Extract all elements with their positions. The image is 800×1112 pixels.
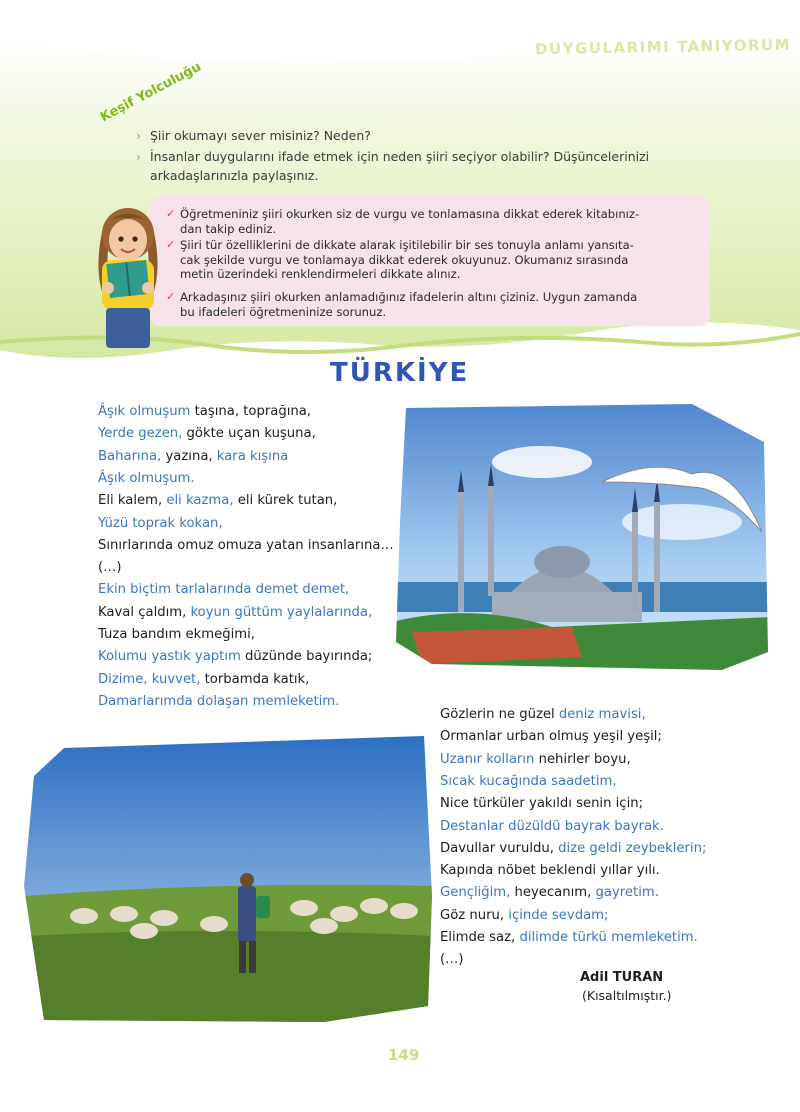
highlighted-phrase: içinde sevdam; — [508, 907, 609, 923]
poem-text: (…) — [98, 560, 122, 576]
check-icon: ✓ — [166, 290, 176, 303]
section-title: DUYGULARIMI TANIYORUM — [534, 35, 792, 59]
poem-text: Davullar vuruldu, — [440, 840, 559, 856]
highlighted-phrase: deniz mavisi, — [558, 707, 646, 722]
poem-line — [440, 727, 662, 747]
poem-line — [98, 603, 372, 623]
poem-line — [440, 817, 664, 837]
poem-line — [98, 447, 288, 467]
poem-text: torbamda katık, — [200, 671, 310, 687]
poem-text: Tuza bandım ekmeğimi, — [98, 627, 255, 642]
instruction-item — [166, 238, 690, 282]
poem-line — [440, 883, 659, 903]
poem-text: Ormanlar urban olmuş yeşil yeşil; — [440, 729, 662, 745]
poem-line — [98, 514, 223, 534]
poem-text: (…) — [440, 952, 464, 968]
poem-text: eli kürek tutan, — [233, 493, 338, 509]
instruction-line: metin üzerindeki renklendirmeleri dikkate alınız. — [180, 267, 461, 282]
kesif-question-text: İnsanlar duygularını ifade etmek için neden şiiri seçiyor olabilir? Düşüncelerinizi — [150, 149, 650, 164]
shepherd-photo — [24, 736, 436, 1026]
mosque-photo — [392, 402, 772, 674]
poem-line — [440, 705, 646, 725]
poem-text: Gözlerin ne güzel — [440, 707, 559, 722]
highlighted-phrase: Sıcak kucağında saadetim, — [440, 773, 617, 789]
highlighted-phrase: Ekin biçtim tarlalarında demet demet, — [98, 582, 350, 598]
poem-text: nehirler boyu, — [534, 751, 631, 767]
kesif-question — [136, 126, 670, 145]
chevron-right-icon: › — [136, 128, 141, 143]
instruction-line: bu ifadeleri öğretmeninize sorunuz. — [180, 304, 387, 319]
poem-text: taşına, toprağına, — [190, 404, 311, 419]
highlighted-phrase: Dizime, kuvvet, — [98, 671, 201, 687]
poem-line — [98, 670, 309, 690]
highlighted-phrase: dilimde türkü memleketim. — [519, 930, 698, 945]
highlighted-phrase: Damarlarımda dolaşan memleketim. — [98, 693, 340, 709]
poem-text: Nice türküler yakıldı senin için; — [440, 796, 644, 812]
kesif-question — [136, 147, 670, 166]
check-icon: ✓ — [166, 238, 176, 251]
poem-text: Kaval çaldım, — [98, 604, 191, 620]
instruction-line: Öğretmeniniz şiiri okurken siz de vurgu ve tonlamasına dikkat ederek kitabınız- — [180, 207, 640, 221]
reading-girl-illustration — [84, 202, 172, 350]
poem-line — [440, 906, 608, 926]
highlighted-phrase: Âşık olmuşum — [98, 404, 191, 419]
instruction-line: cak şekilde vurgu ve tonlamaya dikkat ederek okuyunuz. Okumanız sırasında — [180, 252, 629, 267]
highlighted-phrase: koyun güttüm yaylalarında, — [190, 604, 373, 620]
poem-line — [440, 839, 706, 859]
poem-line — [98, 424, 316, 444]
highlighted-phrase: Destanlar düzüldü bayrak bayrak. — [440, 818, 664, 834]
poem-line — [98, 469, 195, 489]
highlighted-phrase: Yüzü toprak kokan, — [98, 515, 223, 531]
highlighted-phrase: dize geldi zeybeklerin; — [558, 840, 707, 856]
poem-line — [98, 402, 311, 422]
poem-line — [98, 580, 349, 600]
instruction-item — [166, 290, 690, 319]
poem-line — [98, 491, 337, 511]
poem-text: Elimde saz, — [440, 930, 520, 945]
poem-line — [440, 861, 660, 881]
instruction-line: Şiiri tür özelliklerini de dikkate alarak işitilebilir bir ses tonuyla anlamı yansıta- — [180, 238, 634, 252]
poem-title: TÜRKİYE — [330, 358, 470, 388]
highlighted-phrase: Yerde gezen, — [98, 426, 183, 442]
chevron-right-icon: › — [136, 149, 141, 164]
kesif-question-continued — [150, 166, 670, 185]
poem-line — [440, 750, 631, 770]
poem-line — [98, 647, 372, 667]
check-icon: ✓ — [166, 207, 176, 220]
highlighted-phrase: Uzanır kolların — [440, 751, 535, 767]
highlighted-phrase: Gençliğim, — [440, 885, 511, 901]
poem-line — [440, 794, 643, 814]
kesif-question-text: Şiir okumayı sever misiniz? Neden? — [150, 128, 371, 143]
highlighted-phrase: Âşık olmuşum. — [98, 470, 195, 486]
poem-text: Göz nuru, — [440, 907, 509, 923]
poem-source-note: (Kısaltılmıştır.) — [582, 988, 672, 1003]
highlighted-phrase: Kolumu yastık yaptım — [98, 649, 241, 665]
instruction-line: dan takip ediniz. — [180, 221, 277, 236]
poem-text: yazına, — [161, 448, 217, 464]
poem-text: düzünde bayırında; — [240, 649, 373, 665]
highlighted-phrase: gayretim. — [595, 885, 659, 901]
poem-text: heyecanım, — [510, 885, 596, 901]
poem-author: Adil TURAN — [580, 970, 664, 985]
poem-text: Sınırlarında omuz omuza yatan insanlarına… — [98, 537, 394, 553]
instruction-line: Arkadaşınız şiiri okurken anlamadığınız ifadelerin altını çiziniz. Uygun zamanda — [180, 290, 638, 304]
poem-text: Eli kalem, — [98, 493, 167, 509]
poem-line — [440, 772, 617, 792]
poem-line — [98, 558, 121, 578]
poem-line — [440, 950, 463, 970]
kesif-label: Keşif Yolculuğu — [98, 59, 204, 126]
highlighted-phrase: Baharına, — [98, 448, 162, 464]
poem-line — [440, 928, 698, 948]
poem-line — [98, 536, 394, 556]
instruction-item — [166, 207, 690, 236]
poem-line — [98, 625, 255, 645]
poem-text: Kapında nöbet beklendi yıllar yılı. — [440, 863, 660, 879]
poem-line — [98, 692, 339, 712]
kesif-question-text: arkadaşlarınızla paylaşınız. — [150, 168, 319, 183]
poem-text: gökte uçan kuşuna, — [182, 426, 316, 442]
highlighted-phrase: eli kazma, — [166, 493, 234, 509]
page-number: 149 — [388, 1046, 420, 1064]
highlighted-phrase: kara kışına — [216, 448, 289, 464]
